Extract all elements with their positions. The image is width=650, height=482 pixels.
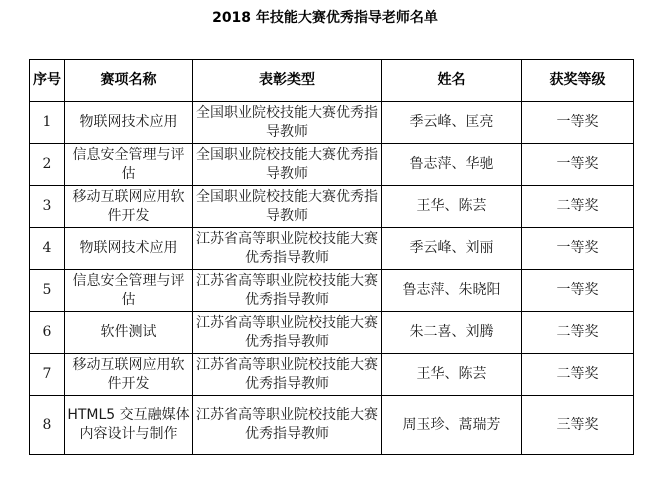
cell-names (382, 312, 522, 354)
header-type: 表彰类型 (193, 60, 382, 102)
cell-type: 全国职业院校技能大赛优秀指导教师 (193, 144, 382, 186)
cell-type: 江苏省高等职业院校技能大赛优秀指导教师 (193, 396, 382, 455)
cell-no: 5 (30, 270, 65, 312)
cell-level: 一等奖 (522, 102, 634, 144)
cell-type: 江苏省高等职业院校技能大赛优秀指导教师 (193, 270, 382, 312)
cell-level: 一等奖 (522, 228, 634, 270)
cell-type: 全国职业院校技能大赛优秀指导教师 (193, 102, 382, 144)
header-no: 序号 (30, 60, 65, 102)
cell-names (382, 102, 522, 144)
names-text: 周玉珍、蒿瑞芳 (402, 416, 501, 433)
table-row (30, 102, 634, 144)
table-row (30, 270, 634, 312)
cell-event: 软件测试 (65, 312, 193, 354)
table-header-row (30, 60, 634, 102)
cell-no: 2 (30, 144, 65, 186)
cell-names (382, 354, 522, 396)
cell-type: 江苏省高等职业院校技能大赛优秀指导教师 (193, 354, 382, 396)
cell-type: 江苏省高等职业院校技能大赛优秀指导教师 (193, 228, 382, 270)
cell-event: HTML5 交互融媒体内容设计与制作 (65, 396, 193, 455)
cell-level: 二等奖 (522, 312, 634, 354)
names-text: 鲁志萍、华驰 (409, 156, 494, 172)
cell-names (382, 396, 522, 455)
names-text: 朱二喜、刘腾 (409, 324, 494, 340)
cell-event: 物联网技术应用 (65, 102, 193, 144)
table-row (30, 354, 634, 396)
header-name: 姓名 (382, 60, 522, 102)
names-text: 鲁志萍、朱晓阳 (402, 282, 501, 298)
names-text: 王华、陈芸 (416, 198, 487, 214)
table-row (30, 228, 634, 270)
cell-no: 6 (30, 312, 65, 354)
cell-event: 移动互联网应用软件开发 (65, 186, 193, 228)
table-row (30, 186, 634, 228)
cell-level: 二等奖 (522, 186, 634, 228)
cell-names (382, 228, 522, 270)
cell-level: 一等奖 (522, 144, 634, 186)
header-event: 赛项名称 (65, 60, 193, 102)
cell-event: 物联网技术应用 (65, 228, 193, 270)
cell-no: 7 (30, 354, 65, 396)
document-title: 2018 年技能大赛优秀指导老师名单 (212, 10, 438, 26)
cell-no: 8 (30, 396, 65, 455)
cell-no: 3 (30, 186, 65, 228)
award-table (29, 59, 634, 455)
cell-type: 全国职业院校技能大赛优秀指导教师 (193, 186, 382, 228)
cell-level: 三等奖 (522, 396, 634, 455)
cell-event: 信息安全管理与评估 (65, 270, 193, 312)
cell-event: 信息安全管理与评估 (65, 144, 193, 186)
table-row (30, 144, 634, 186)
cell-names (382, 270, 522, 312)
header-level: 获奖等级 (522, 60, 634, 102)
cell-no: 4 (30, 228, 65, 270)
table-row (30, 396, 634, 455)
cell-type: 江苏省高等职业院校技能大赛优秀指导教师 (193, 312, 382, 354)
cell-level: 二等奖 (522, 354, 634, 396)
cell-no: 1 (30, 102, 65, 144)
table-row (30, 312, 634, 354)
cell-event: 移动互联网应用软件开发 (65, 354, 193, 396)
names-text: 季云峰、刘丽 (409, 240, 494, 256)
cell-names (382, 186, 522, 228)
names-text: 王华、陈芸 (416, 366, 487, 382)
cell-names (382, 144, 522, 186)
cell-level: 一等奖 (522, 270, 634, 312)
names-text: 季云峰、匡亮 (409, 114, 494, 130)
